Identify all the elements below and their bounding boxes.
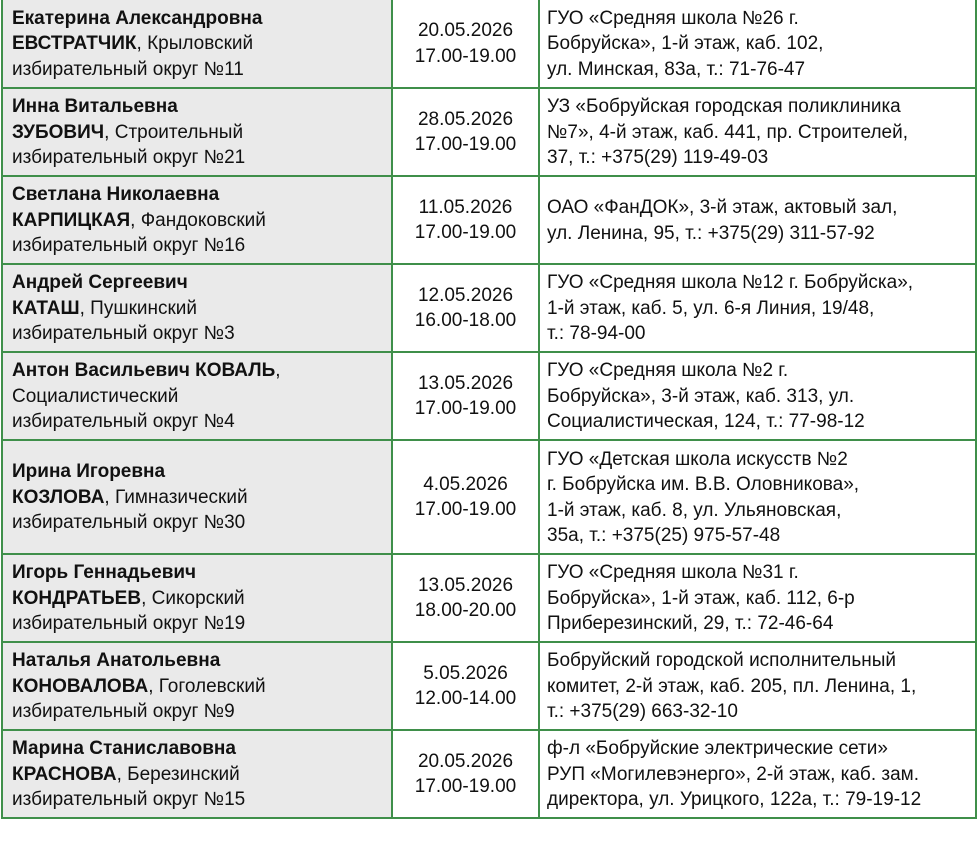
reception-date-cell bbox=[392, 352, 539, 440]
deputy-name-cell bbox=[2, 642, 392, 730]
deputy-name-line bbox=[12, 270, 387, 296]
deputy-district-text: , Гоголевский bbox=[148, 675, 266, 697]
deputy-district-text: избирательный округ №15 bbox=[12, 789, 246, 811]
deputy-district-text: , Сикорский bbox=[141, 587, 245, 609]
deputy-name-line bbox=[12, 762, 387, 788]
deputy-name-bold-text: Андрей Сергеевич bbox=[12, 272, 188, 294]
reception-date-cell bbox=[392, 554, 539, 642]
table-row bbox=[2, 0, 976, 88]
deputy-name-line bbox=[12, 736, 387, 762]
deputy-name-line bbox=[12, 31, 387, 57]
deputy-name-line bbox=[12, 409, 387, 435]
table-row bbox=[2, 88, 976, 176]
reception-place-line: ул. Минская, 83а, т.: 71-76-47 bbox=[547, 58, 806, 80]
reception-place-cell bbox=[539, 176, 976, 264]
reception-date: 11.05.2026 bbox=[418, 196, 513, 218]
deputy-district-text: избирательный округ №19 bbox=[12, 613, 246, 635]
deputy-district-text: , bbox=[275, 360, 281, 382]
schedule-table-body bbox=[2, 0, 976, 818]
reception-place-cell bbox=[539, 440, 976, 554]
deputy-name-line bbox=[12, 560, 387, 586]
deputy-district-text: , Гимназический bbox=[104, 486, 248, 508]
reception-place-line: Бобруйска», 3-й этаж, каб. 313, ул. bbox=[547, 385, 855, 407]
reception-place-line: 35а, т.: +375(25) 975-57-48 bbox=[547, 525, 781, 546]
reception-date-cell bbox=[392, 642, 539, 730]
reception-date: 28.05.2026 bbox=[417, 108, 514, 130]
deputy-name-cell bbox=[2, 264, 392, 352]
reception-place-line: ГУО «Средняя школа №2 г. bbox=[547, 360, 789, 382]
deputy-name-cell bbox=[2, 440, 392, 554]
reception-date: 20.05.2026 bbox=[417, 750, 514, 772]
reception-date: 4.05.2026 bbox=[423, 473, 508, 495]
deputy-name-line bbox=[12, 384, 387, 410]
deputy-name-bold-text: Антон Васильевич КОВАЛЬ bbox=[12, 360, 276, 382]
deputy-name-line bbox=[12, 182, 387, 208]
reception-date: 5.05.2026 bbox=[423, 662, 508, 684]
table-row bbox=[2, 352, 976, 440]
deputy-name-bold-text: КАРПИЦКАЯ bbox=[12, 209, 131, 231]
deputy-name-line bbox=[12, 208, 387, 234]
reception-place-cell bbox=[539, 554, 976, 642]
reception-place-line: №7», 4-й этаж, каб. 441, пр. Строителей, bbox=[547, 121, 909, 143]
deputy-name-cell bbox=[2, 352, 392, 440]
deputy-name-line bbox=[12, 296, 387, 322]
reception-time: 17.00-19.00 bbox=[414, 134, 517, 155]
reception-place-line: ГУО «Средняя школа №31 г. bbox=[547, 562, 799, 584]
deputy-name-bold-text: ЗУБОВИЧ bbox=[12, 121, 105, 143]
table-row bbox=[2, 554, 976, 642]
table-row bbox=[2, 730, 976, 818]
table-row bbox=[2, 176, 976, 264]
deputy-name-line bbox=[12, 699, 387, 725]
deputy-name-line bbox=[12, 120, 387, 146]
deputy-name-line bbox=[12, 459, 387, 485]
deputy-name-cell bbox=[2, 730, 392, 818]
deputy-district-text: избирательный округ №4 bbox=[12, 411, 235, 433]
table-row bbox=[2, 440, 976, 554]
deputy-name-line bbox=[12, 321, 387, 347]
deputy-name-cell bbox=[2, 554, 392, 642]
reception-place-line: ОАО «ФанДОК», 3-й этаж, актовый зал, bbox=[547, 197, 898, 218]
deputy-name-bold-text: Игорь Геннадьевич bbox=[12, 562, 197, 584]
reception-date-cell bbox=[392, 176, 539, 264]
reception-time: 17.00-19.00 bbox=[414, 499, 517, 520]
reception-time: 16.00-18.00 bbox=[414, 310, 517, 331]
deputy-district-text: Социалистический bbox=[12, 385, 179, 407]
reception-place-line: Приберезинский, 29, т.: 72-46-64 bbox=[547, 613, 834, 635]
deputy-name-bold-text: Инна Витальевна bbox=[12, 96, 178, 118]
reception-time: 18.00-20.00 bbox=[414, 600, 517, 621]
deputy-name-line bbox=[12, 611, 387, 637]
reception-place-line: т.: 78-94-00 bbox=[547, 323, 646, 345]
reception-place-cell bbox=[539, 88, 976, 176]
reception-date: 12.05.2026 bbox=[417, 284, 514, 306]
deputy-name-bold-text: КОНОВАЛОВА bbox=[12, 675, 149, 697]
reception-time: 17.00-19.00 bbox=[414, 45, 517, 67]
deputy-district-text: , Крыловский bbox=[136, 33, 254, 55]
reception-place-line: ГУО «Средняя школа №12 г. Бобруйска», bbox=[547, 272, 914, 294]
reception-schedule-table bbox=[1, 0, 977, 819]
deputy-district-text: , Фандоковский bbox=[130, 209, 266, 231]
reception-place-line: Бобруйска», 1-й этаж, каб. 112, 6-р bbox=[547, 587, 855, 609]
deputy-district-text: избирательный округ №3 bbox=[12, 323, 235, 345]
deputy-name-bold-text: Екатерина Александровна bbox=[12, 7, 263, 29]
deputy-district-text: избирательный округ №11 bbox=[12, 58, 244, 80]
deputy-name-line bbox=[12, 485, 387, 511]
deputy-name-bold-text: КОЗЛОВА bbox=[12, 486, 105, 508]
deputy-name-bold-text: КОНДРАТЬЕВ bbox=[12, 587, 142, 609]
reception-date: 13.05.2026 bbox=[417, 372, 514, 394]
reception-date-cell bbox=[392, 730, 539, 818]
deputy-name-line bbox=[12, 233, 387, 259]
reception-place-cell bbox=[539, 730, 976, 818]
deputy-name-line bbox=[12, 358, 387, 384]
reception-place-cell bbox=[539, 0, 976, 88]
reception-date-cell bbox=[392, 440, 539, 554]
reception-place-line: Бобруйска», 1-й этаж, каб. 102, bbox=[547, 33, 824, 55]
reception-time: 17.00-19.00 bbox=[414, 398, 517, 419]
deputy-district-text: избирательный округ №16 bbox=[12, 235, 246, 257]
reception-place-line: 1-й этаж, каб. 5, ул. 6-я Линия, 19/48, bbox=[547, 297, 875, 319]
reception-place-line: Социалистическая, 124, т.: 77-98-12 bbox=[547, 411, 865, 433]
deputy-name-line bbox=[12, 57, 387, 83]
deputy-name-line bbox=[12, 586, 387, 612]
reception-time: 12.00-14.00 bbox=[414, 688, 517, 709]
reception-place-line: ГУО «Детская школа искусств №2 bbox=[547, 448, 848, 470]
reception-date: 20.05.2026 bbox=[417, 20, 514, 41]
reception-date-cell bbox=[392, 264, 539, 352]
deputy-district-text: , Строительный bbox=[104, 121, 244, 143]
deputy-district-text: избирательный округ №30 bbox=[12, 512, 246, 534]
deputy-name-bold-text: Ирина Игоревна bbox=[12, 461, 166, 483]
reception-place-cell bbox=[539, 352, 976, 440]
deputy-name-bold-text: КРАСНОВА bbox=[12, 763, 117, 785]
reception-place-line: ГУО «Средняя школа №26 г. bbox=[547, 7, 799, 29]
deputy-district-text: , Пушкинский bbox=[79, 297, 198, 319]
deputy-name-line bbox=[12, 674, 387, 700]
reception-time: 17.00-19.00 bbox=[414, 776, 517, 797]
reception-place-cell bbox=[539, 642, 976, 730]
deputy-name-bold-text: КАТАШ bbox=[12, 297, 80, 319]
deputy-name-bold-text: Светлана Николаевна bbox=[12, 184, 220, 206]
reception-place-line: ф-л «Бобруйские электрические сети» bbox=[547, 738, 888, 760]
deputy-name-cell bbox=[2, 0, 392, 88]
deputy-name-line bbox=[12, 648, 387, 674]
reception-place-line: 1-й этаж, каб. 8, ул. Ульяновская, bbox=[547, 499, 842, 521]
reception-place-line: ул. Ленина, 95, т.: +375(29) 311-57-92 bbox=[547, 222, 875, 244]
reception-time: 17.00-19.00 bbox=[414, 222, 517, 243]
deputy-name-line bbox=[12, 510, 387, 536]
reception-place-line: т.: +375(29) 663-32-10 bbox=[547, 701, 738, 723]
reception-place-line: директора, ул. Урицкого, 122а, т.: 79-19-12 bbox=[547, 789, 922, 811]
reception-place-line: РУП «Могилевэнерго», 2-й этаж, каб. зам. bbox=[547, 763, 919, 785]
reception-date-cell bbox=[392, 88, 539, 176]
reception-date: 13.05.2026 bbox=[417, 574, 514, 596]
deputy-district-text: избирательный округ №21 bbox=[12, 147, 246, 169]
deputy-name-bold-text: Марина Станиславовна bbox=[12, 738, 236, 760]
reception-date-cell bbox=[392, 0, 539, 88]
deputy-name-line bbox=[12, 145, 387, 171]
deputy-name-line bbox=[12, 787, 387, 813]
deputy-district-text: , Березинский bbox=[116, 763, 240, 785]
reception-place-line: Бобруйский городской исполнительный bbox=[547, 650, 896, 672]
reception-place-line: УЗ «Бобруйская городская поликлиника bbox=[547, 96, 901, 118]
deputy-name-line bbox=[12, 94, 387, 120]
deputy-name-cell bbox=[2, 88, 392, 176]
deputy-name-line bbox=[12, 6, 387, 32]
deputy-name-bold-text: Наталья Анатольевна bbox=[12, 650, 221, 672]
reception-place-line: комитет, 2-й этаж, каб. 205, пл. Ленина, 1, bbox=[547, 675, 917, 697]
deputy-name-cell bbox=[2, 176, 392, 264]
deputy-district-text: избирательный округ №9 bbox=[12, 701, 235, 723]
deputy-name-bold-text: ЕВСТРАТЧИК bbox=[12, 33, 137, 55]
reception-place-line: г. Бобруйска им. В.В. Оловникова», bbox=[547, 474, 860, 495]
table-row bbox=[2, 642, 976, 730]
reception-place-cell bbox=[539, 264, 976, 352]
reception-place-line: 37, т.: +375(29) 119-49-03 bbox=[547, 147, 769, 169]
table-row bbox=[2, 264, 976, 352]
